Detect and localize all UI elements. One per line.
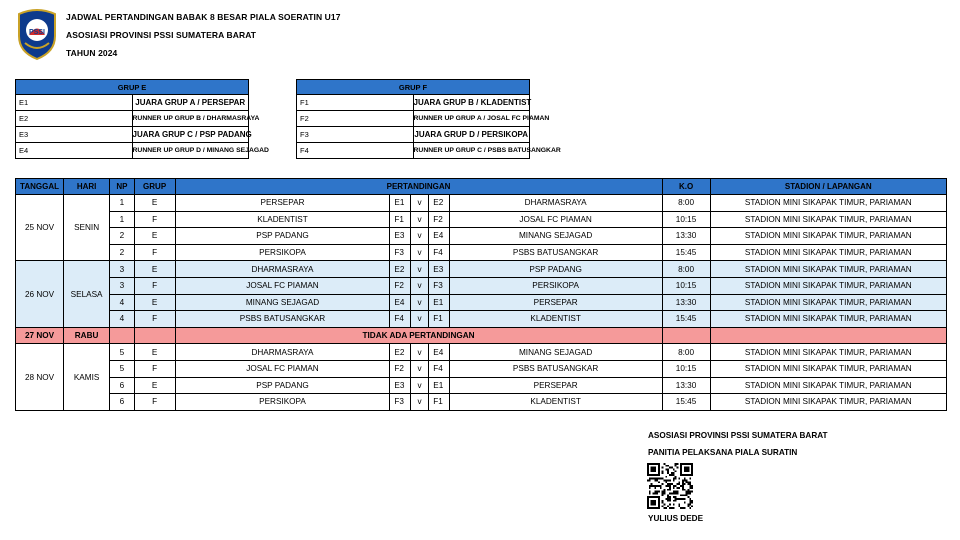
home-team: PSBS BATUSANGKAR [175, 311, 390, 328]
versus-label: v [410, 311, 428, 328]
group-team: JUARA GRUP C / PSP PADANG [132, 127, 249, 143]
match-group: F [134, 277, 175, 294]
group-team: RUNNER UP GRUP B / DHARMASRAYA [132, 111, 249, 127]
away-team: PSBS BATUSANGKAR [449, 360, 662, 377]
home-code: F4 [390, 311, 410, 328]
group-code: F2 [297, 111, 414, 127]
match-np: 2 [110, 228, 135, 245]
match-group: E [134, 228, 175, 245]
match-date: 27 NOV [16, 327, 64, 344]
away-team: PERSEPAR [449, 294, 662, 311]
header-pertandingan: PERTANDINGAN [175, 179, 662, 195]
header-tanggal: TANGGAL [16, 179, 64, 195]
match-row [16, 261, 947, 278]
match-row [16, 311, 947, 328]
match-group: E [134, 344, 175, 361]
group-cell [134, 327, 175, 344]
kickoff-time: 8:00 [662, 344, 710, 361]
match-np: 6 [110, 394, 135, 411]
away-code: E4 [429, 228, 449, 245]
away-team: DHARMASRAYA [449, 195, 662, 212]
group-e-row [16, 111, 249, 127]
home-team: DHARMASRAYA [175, 261, 390, 278]
stadium-name: STADION MINI SIKAPAK TIMUR, PARIAMAN [710, 195, 946, 212]
kickoff-time: 8:00 [662, 261, 710, 278]
away-code: E2 [429, 195, 449, 212]
group-code: E4 [16, 143, 133, 159]
group-team: JUARA GRUP A / PERSEPAR [132, 95, 249, 111]
header-ko: K.O [662, 179, 710, 195]
match-row [16, 211, 947, 228]
header-grup: GRUP [134, 179, 175, 195]
match-np: 5 [110, 360, 135, 377]
match-group: E [134, 294, 175, 311]
versus-label: v [410, 394, 428, 411]
versus-label: v [410, 228, 428, 245]
stadium-name: STADION MINI SIKAPAK TIMUR, PARIAMAN [710, 261, 946, 278]
stadium-name: STADION MINI SIKAPAK TIMUR, PARIAMAN [710, 360, 946, 377]
home-team: DHARMASRAYA [175, 344, 390, 361]
footer-committee: PANITIA PELAKSANA PIALA SURATIN [648, 448, 798, 457]
np-cell [110, 327, 135, 344]
match-np: 2 [110, 244, 135, 261]
stadium-name: STADION MINI SIKAPAK TIMUR, PARIAMAN [710, 344, 946, 361]
away-team: JOSAL FC PIAMAN [449, 211, 662, 228]
match-row [16, 394, 947, 411]
away-team: MINANG SEJAGAD [449, 228, 662, 245]
home-team: PERSIKOPA [175, 244, 390, 261]
home-team: PSP PADANG [175, 228, 390, 245]
group-code: F3 [297, 127, 414, 143]
home-code: E4 [390, 294, 410, 311]
kickoff-time: 13:30 [662, 228, 710, 245]
group-team: JUARA GRUP D / PERSIKOPA [413, 127, 530, 143]
kickoff-time: 15:45 [662, 244, 710, 261]
logo-text: PSSI [29, 29, 45, 36]
match-group: E [134, 195, 175, 212]
match-np: 4 [110, 294, 135, 311]
home-team: JOSAL FC PIAMAN [175, 277, 390, 294]
stadium-name: STADION MINI SIKAPAK TIMUR, PARIAMAN [710, 211, 946, 228]
group-f-row [297, 127, 530, 143]
group-f-row [297, 95, 530, 111]
match-date: 25 NOV [16, 195, 64, 261]
match-group: E [134, 377, 175, 394]
group-e-table [15, 79, 269, 159]
stadium-name: STADION MINI SIKAPAK TIMUR, PARIAMAN [710, 244, 946, 261]
home-code: E3 [390, 377, 410, 394]
home-team: JOSAL FC PIAMAN [175, 360, 390, 377]
schedule-header-row [16, 179, 947, 195]
group-code: F4 [297, 143, 414, 159]
match-row [16, 244, 947, 261]
header-stadion: STADION / LAPANGAN [710, 179, 946, 195]
kickoff-time: 15:45 [662, 394, 710, 411]
home-code: E1 [390, 195, 410, 212]
kickoff-time: 15:45 [662, 311, 710, 328]
match-row [16, 277, 947, 294]
away-team: PSP PADANG [449, 261, 662, 278]
versus-label: v [410, 211, 428, 228]
kickoff-time: 10:15 [662, 211, 710, 228]
match-day: SENIN [64, 195, 110, 261]
away-code: F1 [429, 311, 449, 328]
kickoff-time: 13:30 [662, 294, 710, 311]
group-team: RUNNER UP GRUP C / PSBS BATUSANGKAR [413, 143, 530, 159]
match-row [16, 360, 947, 377]
home-code: E3 [390, 228, 410, 245]
match-row [16, 294, 947, 311]
match-np: 1 [110, 195, 135, 212]
home-code: E2 [390, 344, 410, 361]
group-f-table [296, 79, 561, 159]
home-code: F1 [390, 211, 410, 228]
away-code: F4 [429, 244, 449, 261]
kickoff-time: 10:15 [662, 360, 710, 377]
document-year: TAHUN 2024 [66, 48, 118, 58]
match-np: 6 [110, 377, 135, 394]
match-np: 5 [110, 344, 135, 361]
group-f-row [297, 143, 530, 159]
schedule-table [15, 178, 947, 411]
no-match-row [16, 327, 947, 344]
versus-label: v [410, 294, 428, 311]
away-code: F3 [429, 277, 449, 294]
home-team: KLADENTIST [175, 211, 390, 228]
stadium-cell [710, 327, 946, 344]
away-team: PERSEPAR [449, 377, 662, 394]
away-code: F2 [429, 211, 449, 228]
group-team: JUARA GRUP B / KLADENTIST [413, 95, 530, 111]
match-date: 26 NOV [16, 261, 64, 327]
match-row [16, 344, 947, 361]
match-group: E [134, 261, 175, 278]
home-code: F2 [390, 360, 410, 377]
group-code: E2 [16, 111, 133, 127]
group-team: RUNNER UP GRUP D / MINANG SEJAGAD [132, 143, 249, 159]
group-f-row [297, 111, 530, 127]
home-team: PERSIKOPA [175, 394, 390, 411]
footer-organization: ASOSIASI PROVINSI PSSI SUMATERA BARAT [648, 431, 828, 440]
away-code: E1 [429, 294, 449, 311]
match-row [16, 228, 947, 245]
match-group: F [134, 244, 175, 261]
match-np: 3 [110, 261, 135, 278]
away-code: E1 [429, 377, 449, 394]
away-code: E4 [429, 344, 449, 361]
match-date: 28 NOV [16, 344, 64, 410]
versus-label: v [410, 261, 428, 278]
match-group: F [134, 211, 175, 228]
match-group: F [134, 360, 175, 377]
away-code: E3 [429, 261, 449, 278]
group-e-row [16, 127, 249, 143]
versus-label: v [410, 344, 428, 361]
away-code: F4 [429, 360, 449, 377]
header-hari: HARI [64, 179, 110, 195]
match-group: F [134, 394, 175, 411]
away-team: MINANG SEJAGAD [449, 344, 662, 361]
match-day: SELASA [64, 261, 110, 327]
away-team: KLADENTIST [449, 311, 662, 328]
document-title: JADWAL PERTANDINGAN BABAK 8 BESAR PIALA SOERATIN U17 [66, 12, 341, 22]
home-code: F3 [390, 244, 410, 261]
kickoff-time: 8:00 [662, 195, 710, 212]
versus-label: v [410, 360, 428, 377]
kickoff-time: 10:15 [662, 277, 710, 294]
header-np: NP [110, 179, 135, 195]
group-team: RUNNER UP GRUP A / JOSAL FC PIAMAN [413, 111, 530, 127]
versus-label: v [410, 195, 428, 212]
match-day: KAMIS [64, 344, 110, 410]
group-code: F1 [297, 95, 414, 111]
organization-name: ASOSIASI PROVINSI PSSI SUMATERA BARAT [66, 30, 257, 40]
group-code: E3 [16, 127, 133, 143]
away-code: F1 [429, 394, 449, 411]
versus-label: v [410, 377, 428, 394]
ko-cell [662, 327, 710, 344]
away-team: KLADENTIST [449, 394, 662, 411]
group-code: E1 [16, 95, 133, 111]
home-team: PSP PADANG [175, 377, 390, 394]
match-np: 4 [110, 311, 135, 328]
group-e-title: GRUP E [16, 80, 249, 95]
away-team: PERSIKOPA [449, 277, 662, 294]
home-code: F2 [390, 277, 410, 294]
group-e-row [16, 143, 249, 159]
stadium-name: STADION MINI SIKAPAK TIMUR, PARIAMAN [710, 311, 946, 328]
match-row [16, 195, 947, 212]
group-e-row [16, 95, 249, 111]
stadium-name: STADION MINI SIKAPAK TIMUR, PARIAMAN [710, 277, 946, 294]
match-np: 3 [110, 277, 135, 294]
home-team: MINANG SEJAGAD [175, 294, 390, 311]
no-match-note: TIDAK ADA PERTANDINGAN [175, 327, 662, 344]
home-team: PERSEPAR [175, 195, 390, 212]
match-np: 1 [110, 211, 135, 228]
home-code: F3 [390, 394, 410, 411]
versus-label: v [410, 277, 428, 294]
versus-label: v [410, 244, 428, 261]
footer-signatory: YULIUS DEDE [648, 514, 704, 523]
away-team: PSBS BATUSANGKAR [449, 244, 662, 261]
match-day: RABU [64, 327, 110, 344]
match-row [16, 377, 947, 394]
stadium-name: STADION MINI SIKAPAK TIMUR, PARIAMAN [710, 294, 946, 311]
home-code: E2 [390, 261, 410, 278]
group-f-title: GRUP F [297, 80, 530, 95]
match-group: F [134, 311, 175, 328]
kickoff-time: 13:30 [662, 377, 710, 394]
signature-qr-code [647, 463, 693, 509]
pssi-logo [16, 8, 58, 60]
stadium-name: STADION MINI SIKAPAK TIMUR, PARIAMAN [710, 228, 946, 245]
stadium-name: STADION MINI SIKAPAK TIMUR, PARIAMAN [710, 394, 946, 411]
stadium-name: STADION MINI SIKAPAK TIMUR, PARIAMAN [710, 377, 946, 394]
